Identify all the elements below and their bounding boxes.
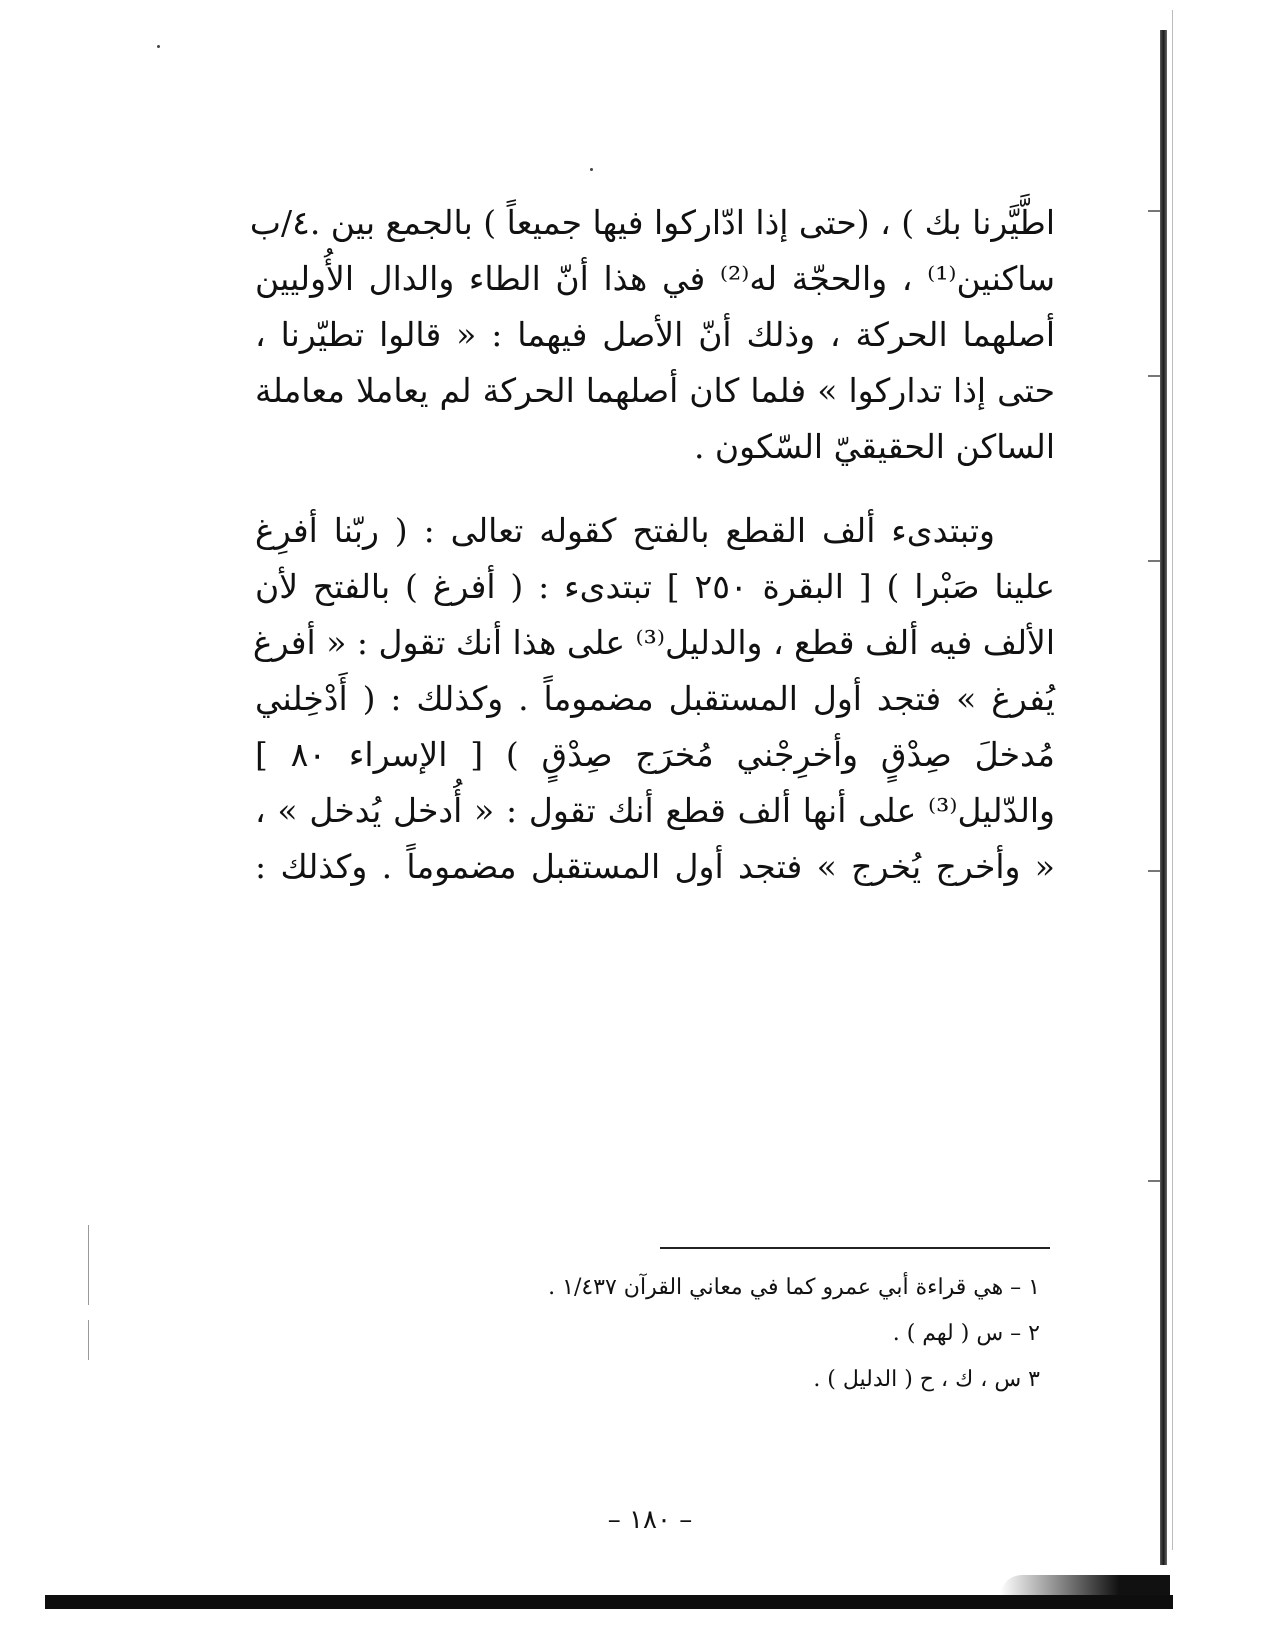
body-text	[249, 195, 1055, 895]
left-margin-mark	[88, 1320, 89, 1360]
binding-faint-line	[1172, 10, 1173, 1550]
binding-tick	[1148, 1180, 1160, 1182]
text-line: يُفرغ » فتجد أول المستقبل مضموماً . وكذلك : ( أَدْخِلني	[255, 679, 1055, 718]
text-line: اطَّيَّرنا بك ) ، (حتى إذا ادّاركوا فيها جميعاً ) بالجمع بين .٤/ب	[249, 203, 1055, 242]
binding-tick	[1148, 870, 1160, 872]
text-line: مُدخلَ صِدْقٍ وأخرِجْني مُخرَج صِدْقٍ ) [ الإسراء ٨٠ ]	[255, 735, 1055, 774]
text-line: الساكن الحقيقيّ السّكون .	[693, 427, 1055, 466]
scan-speck	[590, 168, 593, 171]
text-line: وتبتدىء ألف القطع بالفتح كقوله تعالى : ( ربّنا أفرِغ	[255, 511, 995, 550]
text-line: والدّليل⁽³⁾ على أنها ألف قطع أنك تقول : « أُدخل يُدخل » ،	[255, 791, 1055, 830]
text-line: حتى إذا تداركوا » فلما كان أصلهما الحركة لم يعاملا معاملة	[255, 371, 1055, 410]
paragraph-2	[252, 503, 1055, 895]
footnote-separator	[660, 1247, 1050, 1249]
binding-tick	[1148, 375, 1160, 377]
bottom-rule-shadow	[1000, 1575, 1170, 1597]
text-line: علينا صَبْرا ) [ البقرة ٢٥٠ ] تبتدىء : ( أفرغ ) بالفتح لأن	[255, 567, 1055, 606]
footnote-1: ١ – هي قراءة أبي عمرو كما في معاني القرآن ١/٤٣٧ .	[548, 1275, 1040, 1300]
footnote-3: ٣ س ، ك ، ح ( الدليل ) .	[813, 1367, 1040, 1392]
binding-dark-bar	[1160, 30, 1167, 1565]
text-line: الألف فيه ألف قطع ، والدليل⁽³⁾ على هذا أنك تقول : « أفرغ	[252, 623, 1055, 662]
footnote-2: ٢ – س ( لهم ) .	[892, 1321, 1040, 1346]
text-line: « وأخرج يُخرج » فتجد أول المستقبل مضموماً . وكذلك :	[255, 847, 1055, 886]
left-margin-mark	[88, 1225, 89, 1305]
text-line: ساكنين⁽¹⁾ ، والحجّة له⁽²⁾ في هذا أنّ الطاء والدال الأُوليين	[255, 259, 1055, 298]
binding-edge	[1148, 0, 1178, 1565]
scan-speck	[157, 45, 160, 48]
binding-tick	[1148, 560, 1160, 562]
binding-tick	[1148, 210, 1160, 212]
paragraph-1	[249, 195, 1055, 475]
footnotes	[380, 1265, 1060, 1403]
text-line: أصلهما الحركة ، وذلك أنّ الأصل فيهما : « قالوا تطيّرنا ،	[255, 315, 1055, 354]
bottom-rule	[45, 1595, 1173, 1609]
page-number: – ١٨٠ –	[607, 1505, 693, 1535]
